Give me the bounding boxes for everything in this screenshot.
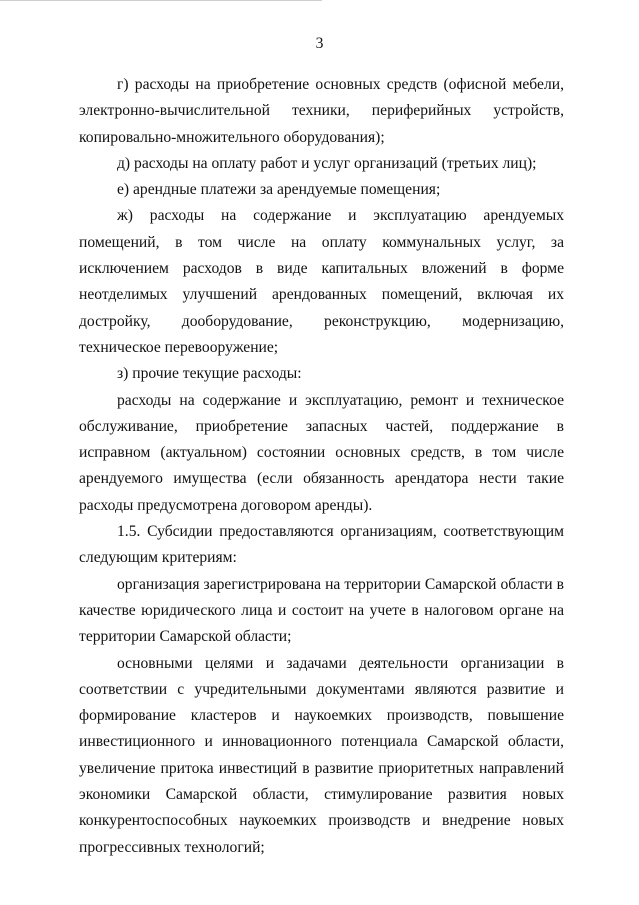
paragraph-item-e: е) арендные платежи за арендуемые помещения; <box>117 181 441 199</box>
paragraph-other-expenses: расходы на содержание и эксплуатацию, ремонт и техническое обслуживание, приобретение запасных частей, поддержание в исправном (актуальном) состоянии основных средств, в том числе арендуемого имущества (если обязанность арендатора нести такие расходы предусмотрена договором аренды). <box>79 391 564 514</box>
paragraph-item-zh: ж) расходы на содержание и эксплуатацию арендуемых помещений, в том числе на оплату коммунальных услуг, за исключением расходов в виде капитальных вложений в форме неотделимых улучшений арендованных помещений, включая их достройку, дооборудование, реконструкцию, модернизацию, техническое перевооружение; <box>79 207 564 356</box>
document-body <box>79 72 564 861</box>
paragraph-section-1-5: 1.5. Субсидии предоставляются организациям, соответствующим следующим критериям: <box>79 523 564 567</box>
paragraph-item-z: з) прочие текущие расходы: <box>117 365 302 383</box>
page-number: 3 <box>315 35 324 52</box>
paragraph-item-d: д) расходы на оплату работ и услуг организаций (третьих лиц); <box>117 154 537 172</box>
paragraph-criterion-goals: основными целями и задачами деятельности организации в соответствии с учредительными документами являются развитие и формирование кластеров и наукоемких производств, повышение инвестиционного и инновационного потенциала Самарской области, увеличение притока инвестиций в развитие приоритетных направлений экономики Самарской области, стимулирование развития новых конкурентоспособных наукоемких производств и внедрение новых прогрессивных технологий; <box>79 654 564 856</box>
paragraph-criterion-registration: организация зарегистрирована на территории Самарской области в качестве юридического лица и состоит на учете в налоговом органе на территории Самарской области; <box>79 575 564 646</box>
paragraph-item-g: г) расходы на приобретение основных средств (офисной мебели, электронно-вычислительной техники, периферийных устройств, копировально-множительного оборудования); <box>79 76 564 146</box>
scan-top-edge <box>0 0 322 1</box>
